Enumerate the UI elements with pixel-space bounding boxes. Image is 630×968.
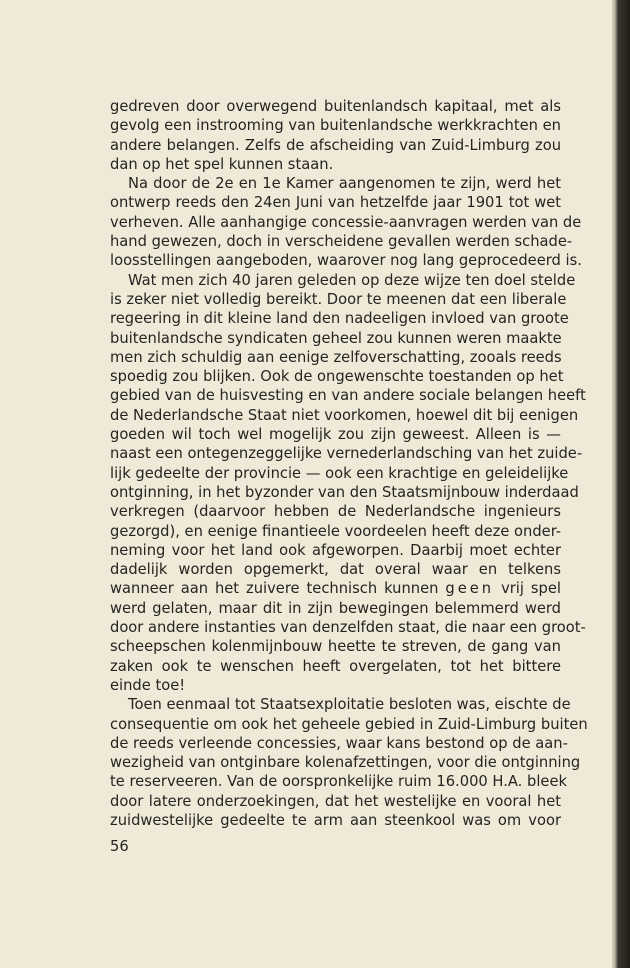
text-line: de Nederlandsche Staat niet voorkomen, hoewel dit bij eenigen bbox=[110, 406, 579, 424]
text-line: dadelijk worden opgemerkt, dat overal waar en telkens bbox=[110, 561, 561, 579]
text-line: hand gewezen, doch in verscheidene gevallen werden schade- bbox=[110, 233, 573, 251]
text-line: regeering in dit kleine land den nadeeligen invloed van groote bbox=[110, 310, 569, 328]
text-line: door latere onderzoekingen, dat het westelijke en vooral het bbox=[110, 792, 561, 810]
text-line-with-emphasis bbox=[110, 579, 561, 598]
text-line: zaken ook te wenschen heeft overgelaten, tot het bittere bbox=[110, 657, 561, 675]
text-line: loosstellingen aangeboden, waarover nog lang geprocedeerd is. bbox=[110, 252, 582, 270]
text-line: te reserveeren. Van de oorspronkelijke ruim 16.000 H.A. bleek bbox=[110, 773, 567, 791]
page-edge-shadow bbox=[612, 0, 630, 968]
text-line: goeden wil toch wel mogelijk zou zijn geweest. Alleen is — bbox=[110, 426, 561, 444]
text-line: de reeds verleende concessies, waar kans bestond op de aan- bbox=[110, 734, 568, 752]
text-line: ontginning, in het byzonder van den Staatsmijnbouw inderdaad bbox=[110, 483, 579, 501]
text-line: ontwerp reeds den 24en Juni van hetzelfde jaar 1901 tot wet bbox=[110, 194, 561, 212]
text-line: einde toe! bbox=[110, 676, 186, 694]
text-segment: vrij spel bbox=[501, 580, 561, 598]
text-line: Wat men zich 40 jaren geleden op deze wijze ten doel stelde bbox=[128, 271, 576, 289]
text-line: Toen eenmaal tot Staatsexploitatie besloten was, eischte de bbox=[128, 696, 571, 714]
text-line: werd gelaten, maar dit in zijn bewegingen belemmerd werd bbox=[110, 599, 561, 617]
text-line: andere belangen. Zelfs de afscheiding van Zuid-Limburg zou bbox=[110, 136, 561, 154]
text-line: wezigheid van ontginbare kolenafzettingen, voor die ontginning bbox=[110, 754, 581, 772]
text-line: men zich schuldig aan eenige zelfoverschatting, zooals reeds bbox=[110, 348, 562, 366]
text-line: gezorgd), en eenige finantieele voordeelen heeft deze onder- bbox=[110, 522, 562, 540]
text-line: verheven. Alle aanhangige concessie-aanvragen werden van de bbox=[110, 213, 582, 231]
text-line: verkregen (daarvoor hebben de Nederlandsche ingenieurs bbox=[110, 503, 561, 521]
body-text bbox=[110, 97, 588, 830]
text-line: gedreven door overwegend buitenlandsch kapitaal, met als bbox=[110, 98, 561, 115]
text-line: neming voor het land ook afgeworpen. Daarbij moet echter bbox=[110, 541, 561, 559]
text-line: dan op het spel kunnen staan. bbox=[110, 155, 334, 173]
text-line: buitenlandsche syndicaten geheel zou kunnen weren maakte bbox=[110, 329, 562, 347]
text-line: Na door de 2e en 1e Kamer aangenomen te zijn, werd het bbox=[128, 175, 561, 193]
text-line: scheepschen kolenmijnbouw heette te streven, de gang van bbox=[110, 638, 561, 656]
text-line: consequentie om ook het geheele gebied in Zuid-Limburg buiten bbox=[110, 715, 588, 733]
text-line: gevolg een instrooming van buitenlandsche werkkrachten en bbox=[110, 117, 561, 135]
text-line: lijk gedeelte der provincie — ook een krachtige en geleidelijke bbox=[110, 464, 569, 482]
text-line: naast een ontegenzeggelijke vernederlandsching van het zuide- bbox=[110, 445, 583, 463]
text-line: gebied van de huisvesting en van andere sociale belangen heeft bbox=[110, 387, 586, 405]
text-line: spoedig zou blijken. Ook de ongewenschte toestanden op het bbox=[110, 368, 564, 386]
text-line: zuidwestelijke gedeelte te arm aan steenkool was om voor bbox=[110, 811, 561, 829]
text-line: door andere instanties van denzelfden staat, die naar een groot- bbox=[110, 619, 586, 637]
spaced-emphasis-word: geen bbox=[445, 580, 495, 598]
text-line: is zeker niet volledig bereikt. Door te meenen dat een liberale bbox=[110, 290, 567, 308]
page-number: 56 bbox=[110, 838, 129, 855]
text-segment: wanneer aan het zuivere technisch kunnen bbox=[110, 580, 439, 598]
